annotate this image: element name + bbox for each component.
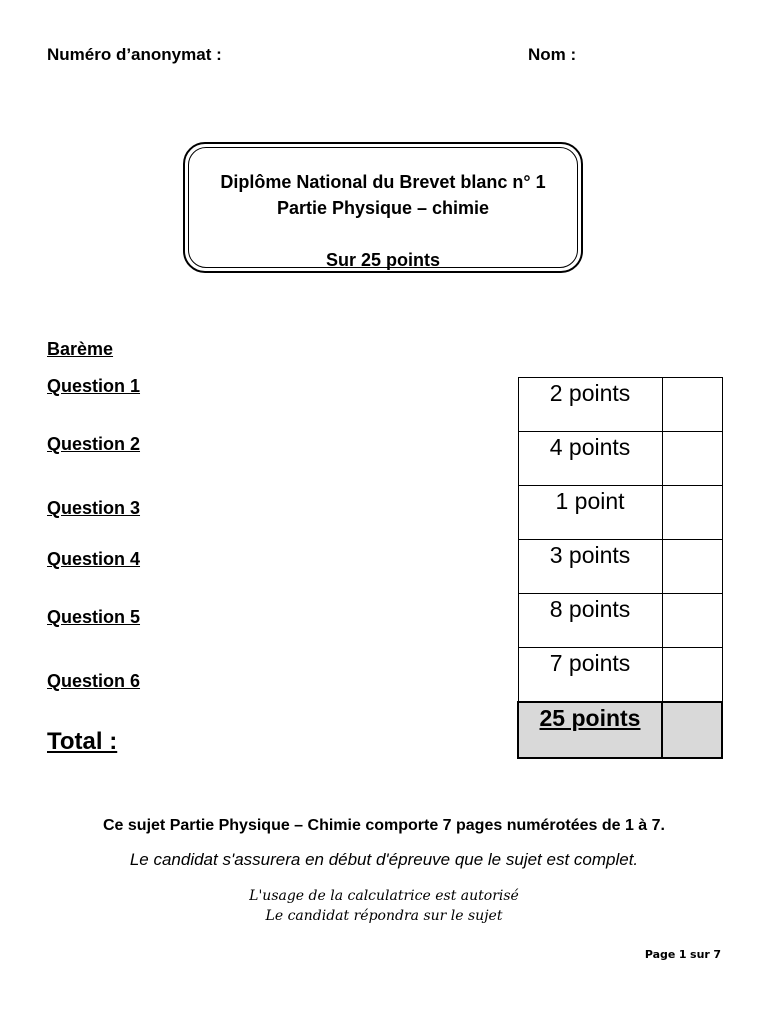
- total-points-value: 25 points: [539, 705, 641, 731]
- points-row: [518, 594, 722, 648]
- points-value: 3 points: [549, 542, 631, 568]
- points-table: [517, 377, 723, 759]
- bareme-heading: Barème: [47, 339, 114, 359]
- page-current: 1: [678, 948, 687, 961]
- points-value: 8 points: [549, 596, 631, 622]
- score-box[interactable]: [662, 540, 722, 594]
- question-4-label: Question 4: [47, 549, 141, 569]
- nom-label: Nom :: [528, 45, 577, 64]
- question-5-label: Question 5: [47, 607, 141, 627]
- points-row: [518, 540, 722, 594]
- question-1-label: Question 1: [47, 376, 141, 396]
- points-cell: [518, 432, 662, 486]
- total-points-cell: [518, 702, 662, 758]
- points-cell: [518, 540, 662, 594]
- anonymat-label: Numéro d’anonymat :: [47, 45, 222, 64]
- instructions: [0, 886, 768, 926]
- page-prefix: Page: [644, 948, 676, 961]
- total-row: [518, 702, 722, 758]
- points-cell: [518, 648, 662, 703]
- calculator-notice: L'usage de la calculatrice est autorisé: [249, 888, 519, 904]
- exam-subtitle: Partie Physique – chimie: [276, 198, 490, 218]
- page-count-notice: Ce sujet Partie Physique – Chimie comporte 7 pages numérotées de 1 à 7.: [103, 817, 665, 834]
- points-value: 4 points: [549, 434, 631, 460]
- completeness-notice: Le candidat s'assurera en début d'épreuve que le sujet est complet.: [129, 850, 639, 869]
- points-row: [518, 378, 722, 432]
- total-label: Total :: [47, 728, 118, 755]
- answer-notice: Le candidat répondra sur le sujet: [265, 908, 503, 924]
- points-cell: [518, 594, 662, 648]
- points-value: 2 points: [549, 380, 631, 406]
- score-box[interactable]: [662, 594, 722, 648]
- points-cell: [518, 378, 662, 432]
- points-row: [518, 648, 722, 703]
- score-box[interactable]: [662, 432, 722, 486]
- points-cell: [518, 486, 662, 540]
- question-3-label: Question 3: [47, 498, 141, 518]
- page-sep: sur: [690, 948, 710, 961]
- points-value: 7 points: [549, 650, 631, 676]
- points-row: [518, 432, 722, 486]
- points-value: 1 point: [555, 488, 625, 514]
- exam-total-points: Sur 25 points: [325, 250, 441, 270]
- page-number: [645, 948, 721, 961]
- exam-title: Diplôme National du Brevet blanc n° 1: [220, 172, 546, 192]
- total-score-box[interactable]: [662, 702, 722, 758]
- points-row: [518, 486, 722, 540]
- score-box[interactable]: [662, 378, 722, 432]
- question-2-label: Question 2: [47, 434, 141, 454]
- score-box[interactable]: [662, 486, 722, 540]
- question-6-label: Question 6: [47, 671, 141, 691]
- score-box[interactable]: [662, 648, 722, 703]
- page-total: 7: [713, 948, 721, 961]
- title-box: [183, 142, 583, 273]
